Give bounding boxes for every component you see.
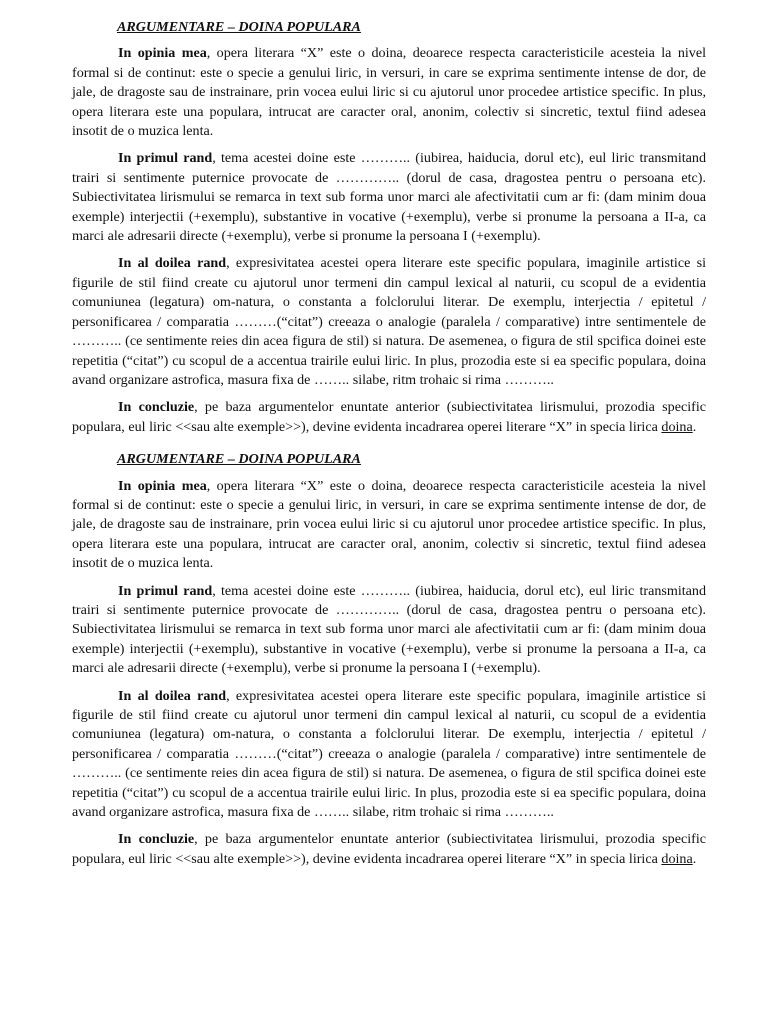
paragraph-lead: In opinia mea [118,45,207,62]
paragraph-lead: In concluzie [118,831,195,848]
paragraph-second-argument [72,254,706,390]
paragraph-opinion [72,44,706,141]
paragraph-lead: In concluzie [118,399,195,416]
paragraph-end: . [692,850,697,867]
paragraph-lead: In al doilea rand [118,687,227,704]
underlined-term: doina [661,418,693,435]
paragraph-text: , expresivitatea acestei opera literare este specific populara, imaginile artistice si figurile de stil fiind create cu ajutorul unor termeni din campul lexical al naturii, cu scopul de a evidentia comuniunea (legatura) om-natura, o constanta a folclorului literar. De exemplu, interjectia / epitetul / personificarea / comparatia ………(“citat”) creeaza o analogie (paralela / comparative) intre sentimentele de ……….. (ce sentimente reies din acea figura de stil) si natura. De asemenea, o figura de stil spcifica doinei este repetitia (“citat”) cu scopul de a accentua trairile eului liric. In plus, prozodia este si ea specific populara, doina avand organizare astrofica, masura fixa de …….. silabe, ritm trohaic si rima ……….. [72,687,707,821]
paragraph-text: , tema acestei doine este ……….. (iubirea, haiducia, dorul etc), eul liric transmitand trairi si sentimente puternice provocate de ………….. (dorul de casa, dragostea pentru o persoana etc). Subiectivitatea lirismului se remarca in text sub forma unor marci ale afectivitatii cum ar fi: (dam minim doua exemple) interjectii (+exemplu), substantive in vocative (+exemplu), verbe si pronume la persoana a II-a, ca marci ale adresarii directe (+exemplu), verbe si pronume la persoana I (+exemplu). [72,150,706,245]
paragraph-lead: In primul rand [118,582,213,599]
underlined-term: doina [661,850,693,867]
paragraph-lead: In opinia mea [118,477,207,494]
paragraph-text: , pe baza argumentelor enuntate anterior (subiectivitatea lirismului, prozodia specific populara, eul liric <<sau alte exemple>>), devine evidenta incadrarea operei literare “X” in specia lirica [72,399,706,435]
paragraph-lead: In al doilea rand [118,255,227,272]
document-page [72,18,706,869]
paragraph-first-argument [72,582,706,679]
paragraph-text: , pe baza argumentelor enuntate anterior (subiectivitatea lirismului, prozodia specific populara, eul liric <<sau alte exemple>>), devine evidenta incadrarea operei literare “X” in specia lirica [72,831,706,867]
argument-section [72,18,706,437]
paragraph-end: . [692,418,697,435]
paragraph-second-argument [72,687,706,823]
paragraph-text: , opera literara “X” este o doina, deoarece respecta caracteristicile acesteia la nivel formal si de continut: este o specie a genului liric, in versuri, in care se exprima sentimente intense de dor, de jale, de dragoste sau de instrainare, prin vocea eului liric si cu ajutorul unor procedee artistice specific. In plus, opera literara este una populara, intrucat are caracter oral, anonim, colectiv si sincretic, textul fiind adesea insotit de o muzica lenta. [72,477,707,572]
paragraph-text: , expresivitatea acestei opera literare este specific populara, imaginile artistice si figurile de stil fiind create cu ajutorul unor termeni din campul lexical al naturii, cu scopul de a evidentia comuniunea (legatura) om-natura, o constanta a folclorului literar. De exemplu, interjectia / epitetul / personificarea / comparatia ………(“citat”) creeaza o analogie (paralela / comparative) intre sentimentele de ……….. (ce sentimente reies din acea figura de stil) si natura. De asemenea, o figura de stil spcifica doinei este repetitia (“citat”) cu scopul de a accentua trairile eului liric. In plus, prozodia este si ea specific populara, doina avand organizare astrofica, masura fixa de …….. silabe, ritm trohaic si rima ……….. [72,255,707,388]
section-title: ARGUMENTARE – DOINA POPULARA [117,19,361,35]
paragraph-conclusion [72,830,706,869]
paragraph-text: , tema acestei doine este ……….. (iubirea, haiducia, dorul etc), eul liric transmitand trairi si sentimente puternice provocate de ………….. (dorul de casa, dragostea pentru o persoana etc). Subiectivitatea lirismului se remarca in text sub forma unor marci ale afectivitatii cum ar fi: (dam minim doua exemple) interjectii (+exemplu), substantive in vocative (+exemplu), verbe si pronume la persoana a II-a, ca marci ale adresarii directe (+exemplu), verbe si pronume la persoana I (+exemplu). [72,582,706,677]
paragraph-opinion [72,477,706,574]
section-title: ARGUMENTARE – DOINA POPULARA [117,451,361,468]
paragraph-lead: In primul rand [118,150,213,167]
argument-section [72,450,706,869]
paragraph-first-argument [72,149,706,246]
paragraph-conclusion [72,398,706,437]
paragraph-text: , opera literara “X” este o doina, deoarece respecta caracteristicile acesteia la nivel formal si de continut: este o specie a genului liric, in versuri, in care se exprima sentimente intense de dor, de jale, de dragoste sau de instrainare, prin vocea eului liric si cu ajutorul unor procedee artistice specific. In plus, opera literara este una populara, intrucat are caracter oral, anonim, colectiv si sincretic, textul fiind adesea insotit de o muzica lenta. [72,45,707,140]
